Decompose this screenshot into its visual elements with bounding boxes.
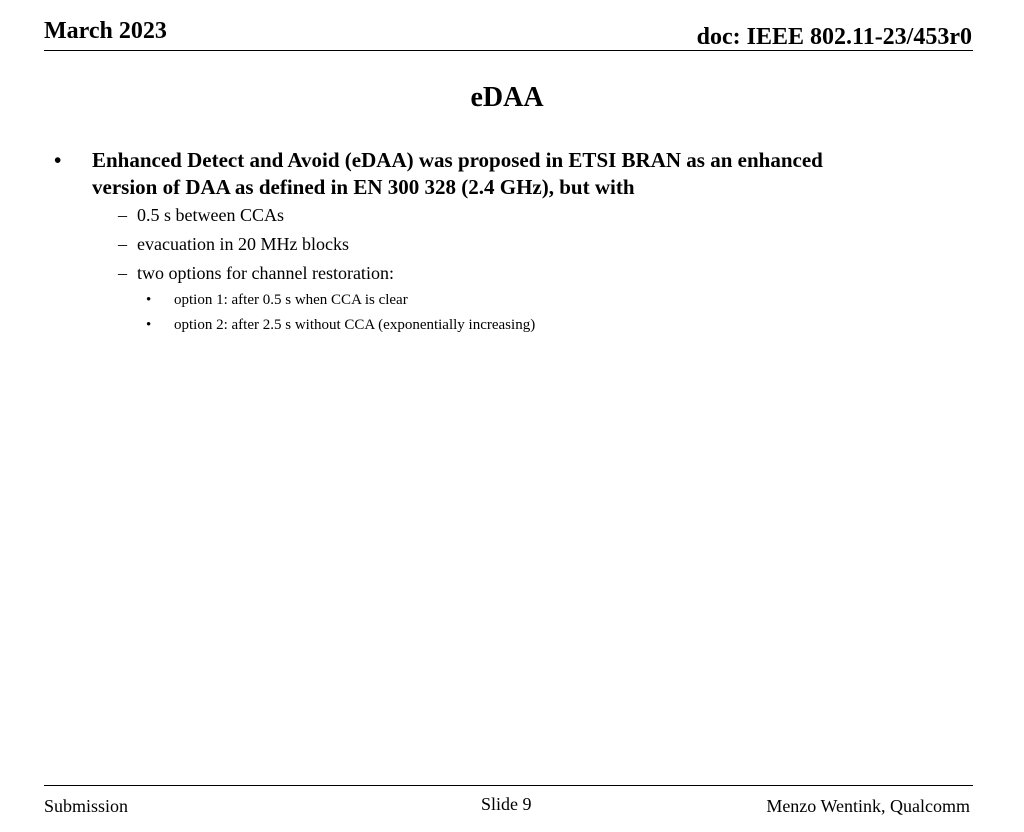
footer-author: Menzo Wentink, Qualcomm [766,796,970,816]
bullet-marker: • [146,317,152,333]
bullet-text-line-1: Enhanced Detect and Avoid (eDAA) was proposed in ETSI BRAN as an enhanced [92,148,823,172]
footer-submission: Submission [44,796,129,816]
bullet-text [92,147,823,201]
sub-bullet-text: 0.5 s between CCAs [137,205,284,225]
bullet-item [54,147,924,201]
dash-marker: – [118,234,127,254]
slide-body [54,147,924,338]
bullet-text-line-2: version of DAA as defined in EN 300 328 (2.4 GHz), but with [92,175,635,199]
slide-title: eDAA [470,82,544,113]
header-rule [44,50,973,51]
header-date: March 2023 [44,18,167,44]
sub-sub-bullet-text: option 1: after 0.5 s when CCA is clear [174,292,408,308]
sub-sub-bullet-text: option 2: after 2.5 s without CCA (exponentially increasing) [174,317,536,333]
footer-rule [44,785,973,786]
bullet-marker: • [54,148,62,172]
sub-bullet-item [118,201,924,230]
dash-marker: – [118,263,127,283]
sub-bullet-item [118,230,924,259]
bullet-marker: • [146,292,152,308]
slide-number: Slide 9 [481,794,532,814]
sub-bullet-text: evacuation in 20 MHz blocks [137,234,349,254]
dash-marker: – [118,205,127,225]
sub-bullet-text: two options for channel restoration: [137,263,394,283]
sub-bullet-item [118,259,924,288]
sub-sub-bullet-item [146,288,924,313]
document-id: doc: IEEE 802.11-23/453r0 [696,24,972,50]
sub-sub-bullet-item [146,313,924,338]
